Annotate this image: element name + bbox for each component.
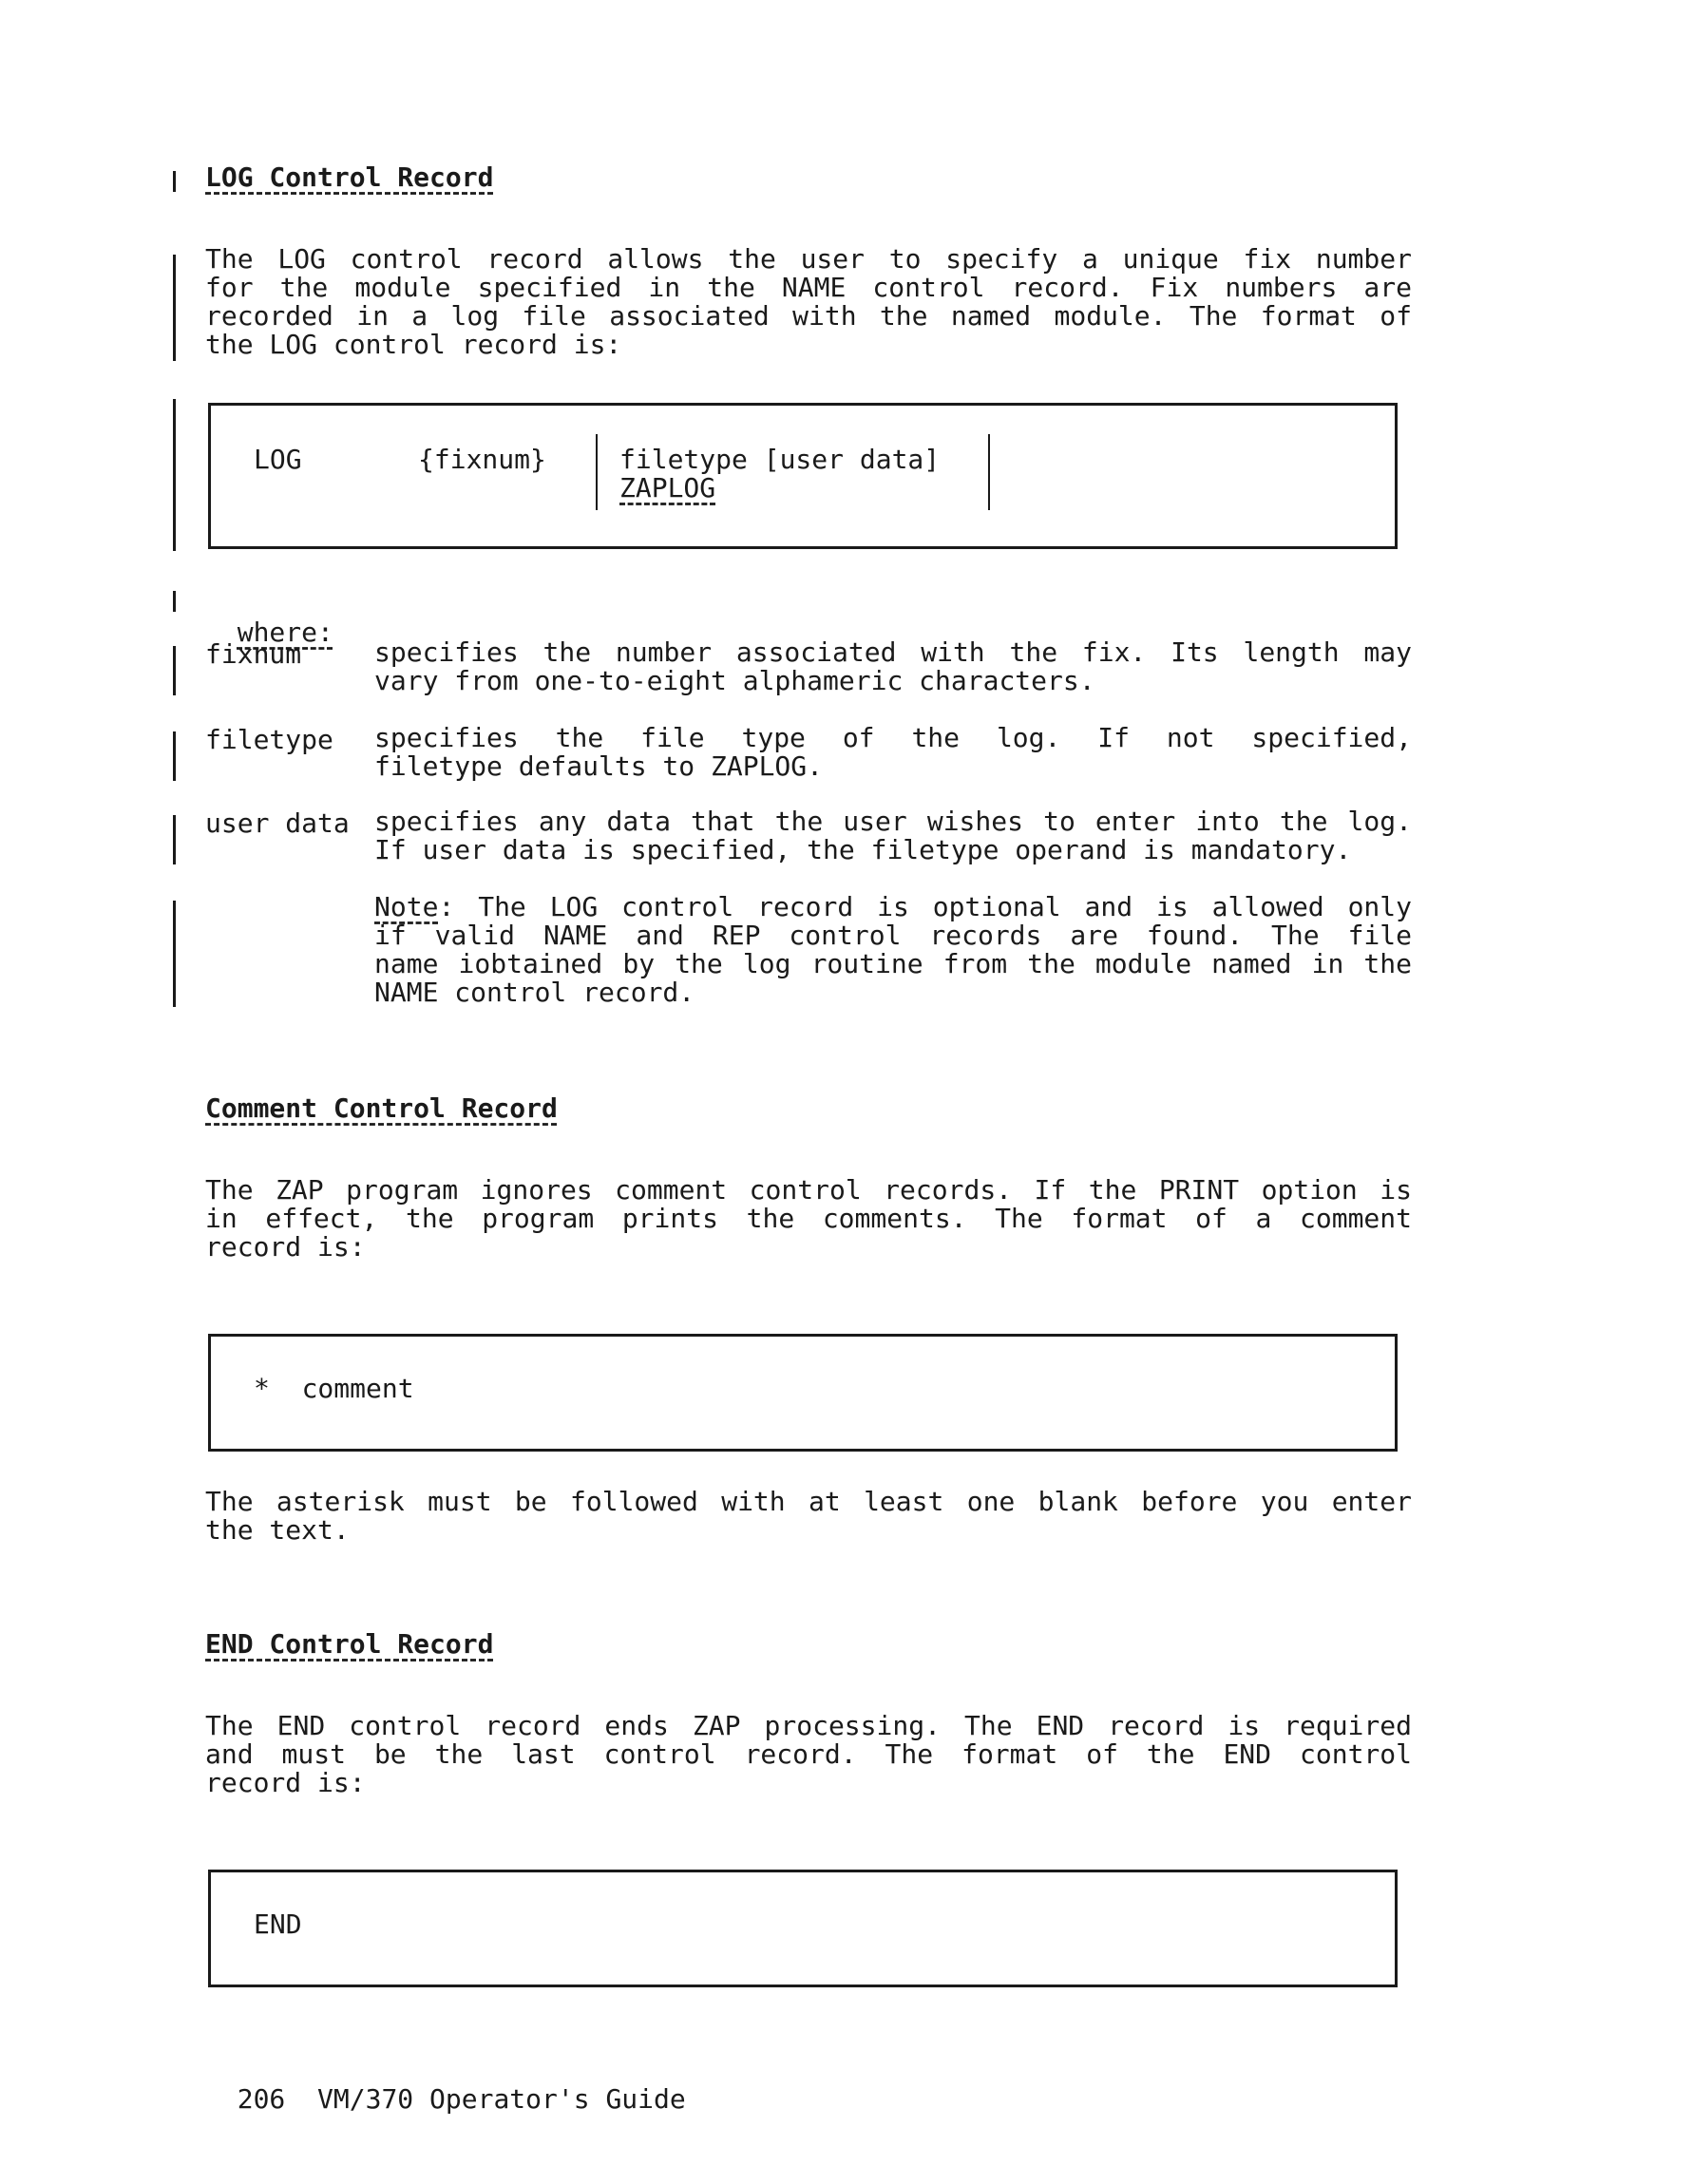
revision-bar <box>173 901 176 1007</box>
end-syntax-box <box>208 1870 1398 1987</box>
text-line: specifies any data that the user wishes to enter into the log. <box>374 806 1412 837</box>
comment-syntax-box <box>208 1334 1398 1452</box>
text-line: and must be the last control record. The format of the END control <box>205 1738 1412 1770</box>
revision-bar <box>173 171 176 192</box>
revision-bar <box>173 731 176 781</box>
text-line: name iobtained by the log routine from the module named in the <box>374 948 1412 979</box>
definition-text <box>374 807 1412 864</box>
note-paragraph <box>374 893 1412 1007</box>
syntax-operand: {fixnum} <box>418 444 546 475</box>
where-text: where: <box>237 617 333 648</box>
text-line: NAME control record. <box>374 977 695 1008</box>
syntax-end: END <box>254 1909 302 1940</box>
syntax-option-default: ZAPLOG <box>619 472 716 503</box>
text-line: specifies the number associated with the fix. Its length may <box>374 636 1412 668</box>
text-line: specifies the file type of the log. If not specified, <box>374 722 1412 753</box>
syntax-option-filetype: filetype [user data] <box>619 444 941 475</box>
page-footer <box>205 2052 686 2115</box>
text-line: vary from one-to-eight alphameric characters. <box>374 665 1095 696</box>
note-text: : The LOG control record is optional and is allowed only <box>438 891 1412 922</box>
text-line: the LOG control record is: <box>205 329 622 360</box>
revision-bar <box>173 815 176 864</box>
log-intro-paragraph <box>205 245 1412 359</box>
book-title: VM/370 Operator's Guide <box>317 2083 686 2115</box>
text-line: record is: <box>205 1767 366 1798</box>
text-line: for the module specified in the NAME control record. Fix numbers are <box>205 272 1412 303</box>
section-heading-log: LOG Control Record <box>205 161 494 193</box>
syntax-keyword: LOG <box>254 444 302 475</box>
log-syntax-box <box>208 403 1398 549</box>
text-line: record is: <box>205 1231 366 1263</box>
section-heading-end: END Control Record <box>205 1628 494 1660</box>
revision-bar <box>173 646 176 695</box>
text-line: the text. <box>205 1514 350 1546</box>
note-line <box>374 893 1412 921</box>
text-line: filetype defaults to ZAPLOG. <box>374 750 824 782</box>
option-bracket-right <box>988 434 990 510</box>
option-bracket-left <box>596 434 598 510</box>
comment-after-paragraph <box>205 1488 1412 1545</box>
text-line: The ZAP program ignores comment control records. If the PRINT option is <box>205 1174 1412 1206</box>
comment-intro-paragraph <box>205 1176 1412 1262</box>
definition-term: filetype <box>205 724 333 755</box>
definition-term: fixnum <box>205 638 302 670</box>
end-intro-paragraph <box>205 1712 1412 1797</box>
text-line: The LOG control record allows the user to specify a unique fix number <box>205 243 1412 275</box>
note-label: Note <box>374 891 439 922</box>
text-line: in effect, the program prints the comments. The format of a comment <box>205 1203 1412 1234</box>
definition-term: user data <box>205 807 350 839</box>
definition-text <box>374 638 1412 695</box>
section-heading-comment: Comment Control Record <box>205 1092 558 1124</box>
revision-bar <box>173 255 176 361</box>
text-line: If user data is specified, the filetype operand is mandatory. <box>374 834 1352 865</box>
text-line: The END control record ends ZAP processing. The END record is required <box>205 1710 1412 1741</box>
page-number: 206 <box>237 2083 286 2115</box>
syntax-comment: * comment <box>254 1373 414 1404</box>
text-line: if valid NAME and REP control records are found. The file <box>374 920 1412 951</box>
text-line: recorded in a log file associated with the named module. The format of <box>205 300 1412 332</box>
revision-bar <box>173 591 176 612</box>
revision-bar <box>173 399 176 551</box>
text-line: The asterisk must be followed with at least one blank before you enter <box>205 1486 1412 1517</box>
definition-text <box>374 724 1412 781</box>
